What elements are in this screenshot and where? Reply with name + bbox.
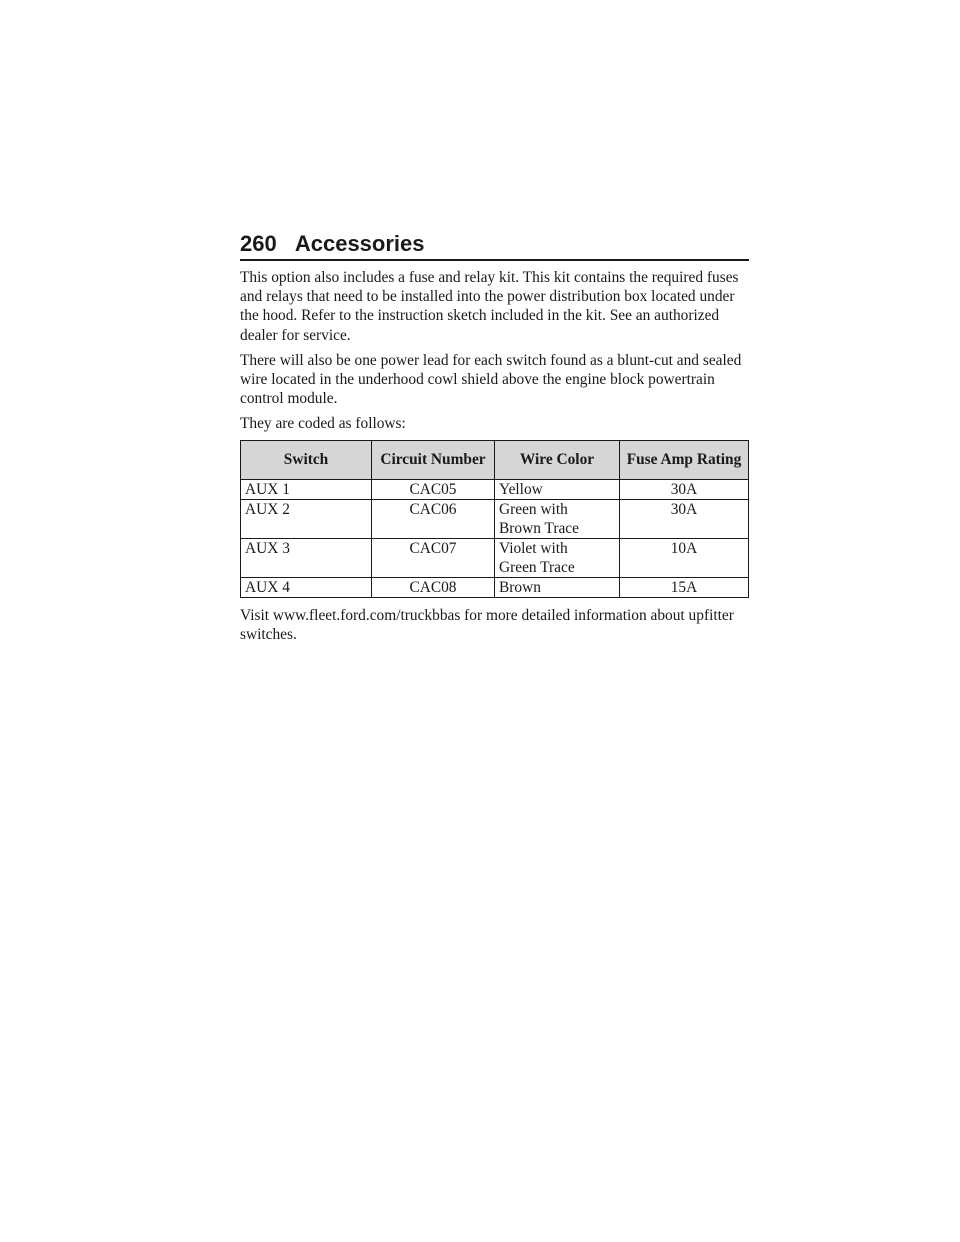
cell-switch: AUX 2 [241, 499, 372, 538]
cell-fuse-rating: 30A [620, 479, 749, 499]
cell-circuit-number: CAC06 [372, 499, 495, 538]
section-title: Accessories [294, 231, 425, 256]
cell-circuit-number: CAC05 [372, 479, 495, 499]
cell-fuse-rating: 10A [620, 538, 749, 577]
paragraph-coded-as-follows: They are coded as follows: [240, 415, 406, 433]
cell-switch: AUX 4 [241, 577, 372, 597]
header-fuse-amp-rating: Fuse Amp Rating [620, 440, 749, 479]
page-number: 260 [240, 231, 277, 256]
cell-wire-color: Brown [495, 577, 620, 597]
cell-circuit-number: CAC07 [372, 538, 495, 577]
header-circuit-number: Circuit Number [372, 440, 495, 479]
page-content [240, 268, 749, 650]
paragraph-fuse-relay-kit: This option also includes a fuse and relay kit. This kit contains the required fuses and relays that need to be installed into the power distribution box located under the hood. Refer to the instruction sketch included in the kit. See an authorized dealer for service. [240, 269, 739, 344]
cell-circuit-number: CAC08 [372, 577, 495, 597]
cell-switch: AUX 3 [241, 538, 372, 577]
table-row [241, 499, 749, 538]
table-row [241, 538, 749, 577]
table-row [241, 479, 749, 499]
header-wire-color: Wire Color [495, 440, 620, 479]
cell-wire-color: Violet with Green Trace [495, 538, 620, 577]
table-header-row [241, 440, 749, 479]
upfitter-switch-table [240, 440, 749, 598]
table-row [241, 577, 749, 597]
page-header [240, 229, 749, 261]
paragraph-visit-website: Visit www.fleet.ford.com/truckbbas for more detailed information about upfitter switches. [240, 606, 734, 643]
cell-switch: AUX 1 [241, 479, 372, 499]
cell-wire-color: Green with Brown Trace [495, 499, 620, 538]
cell-fuse-rating: 15A [620, 577, 749, 597]
paragraph-power-lead: There will also be one power lead for each switch found as a blunt-cut and sealed wire located in the underhood cowl shield above the engine block powertrain control module. [240, 351, 742, 408]
cell-fuse-rating: 30A [620, 499, 749, 538]
cell-wire-color: Yellow [495, 479, 620, 499]
header-switch: Switch [241, 440, 372, 479]
